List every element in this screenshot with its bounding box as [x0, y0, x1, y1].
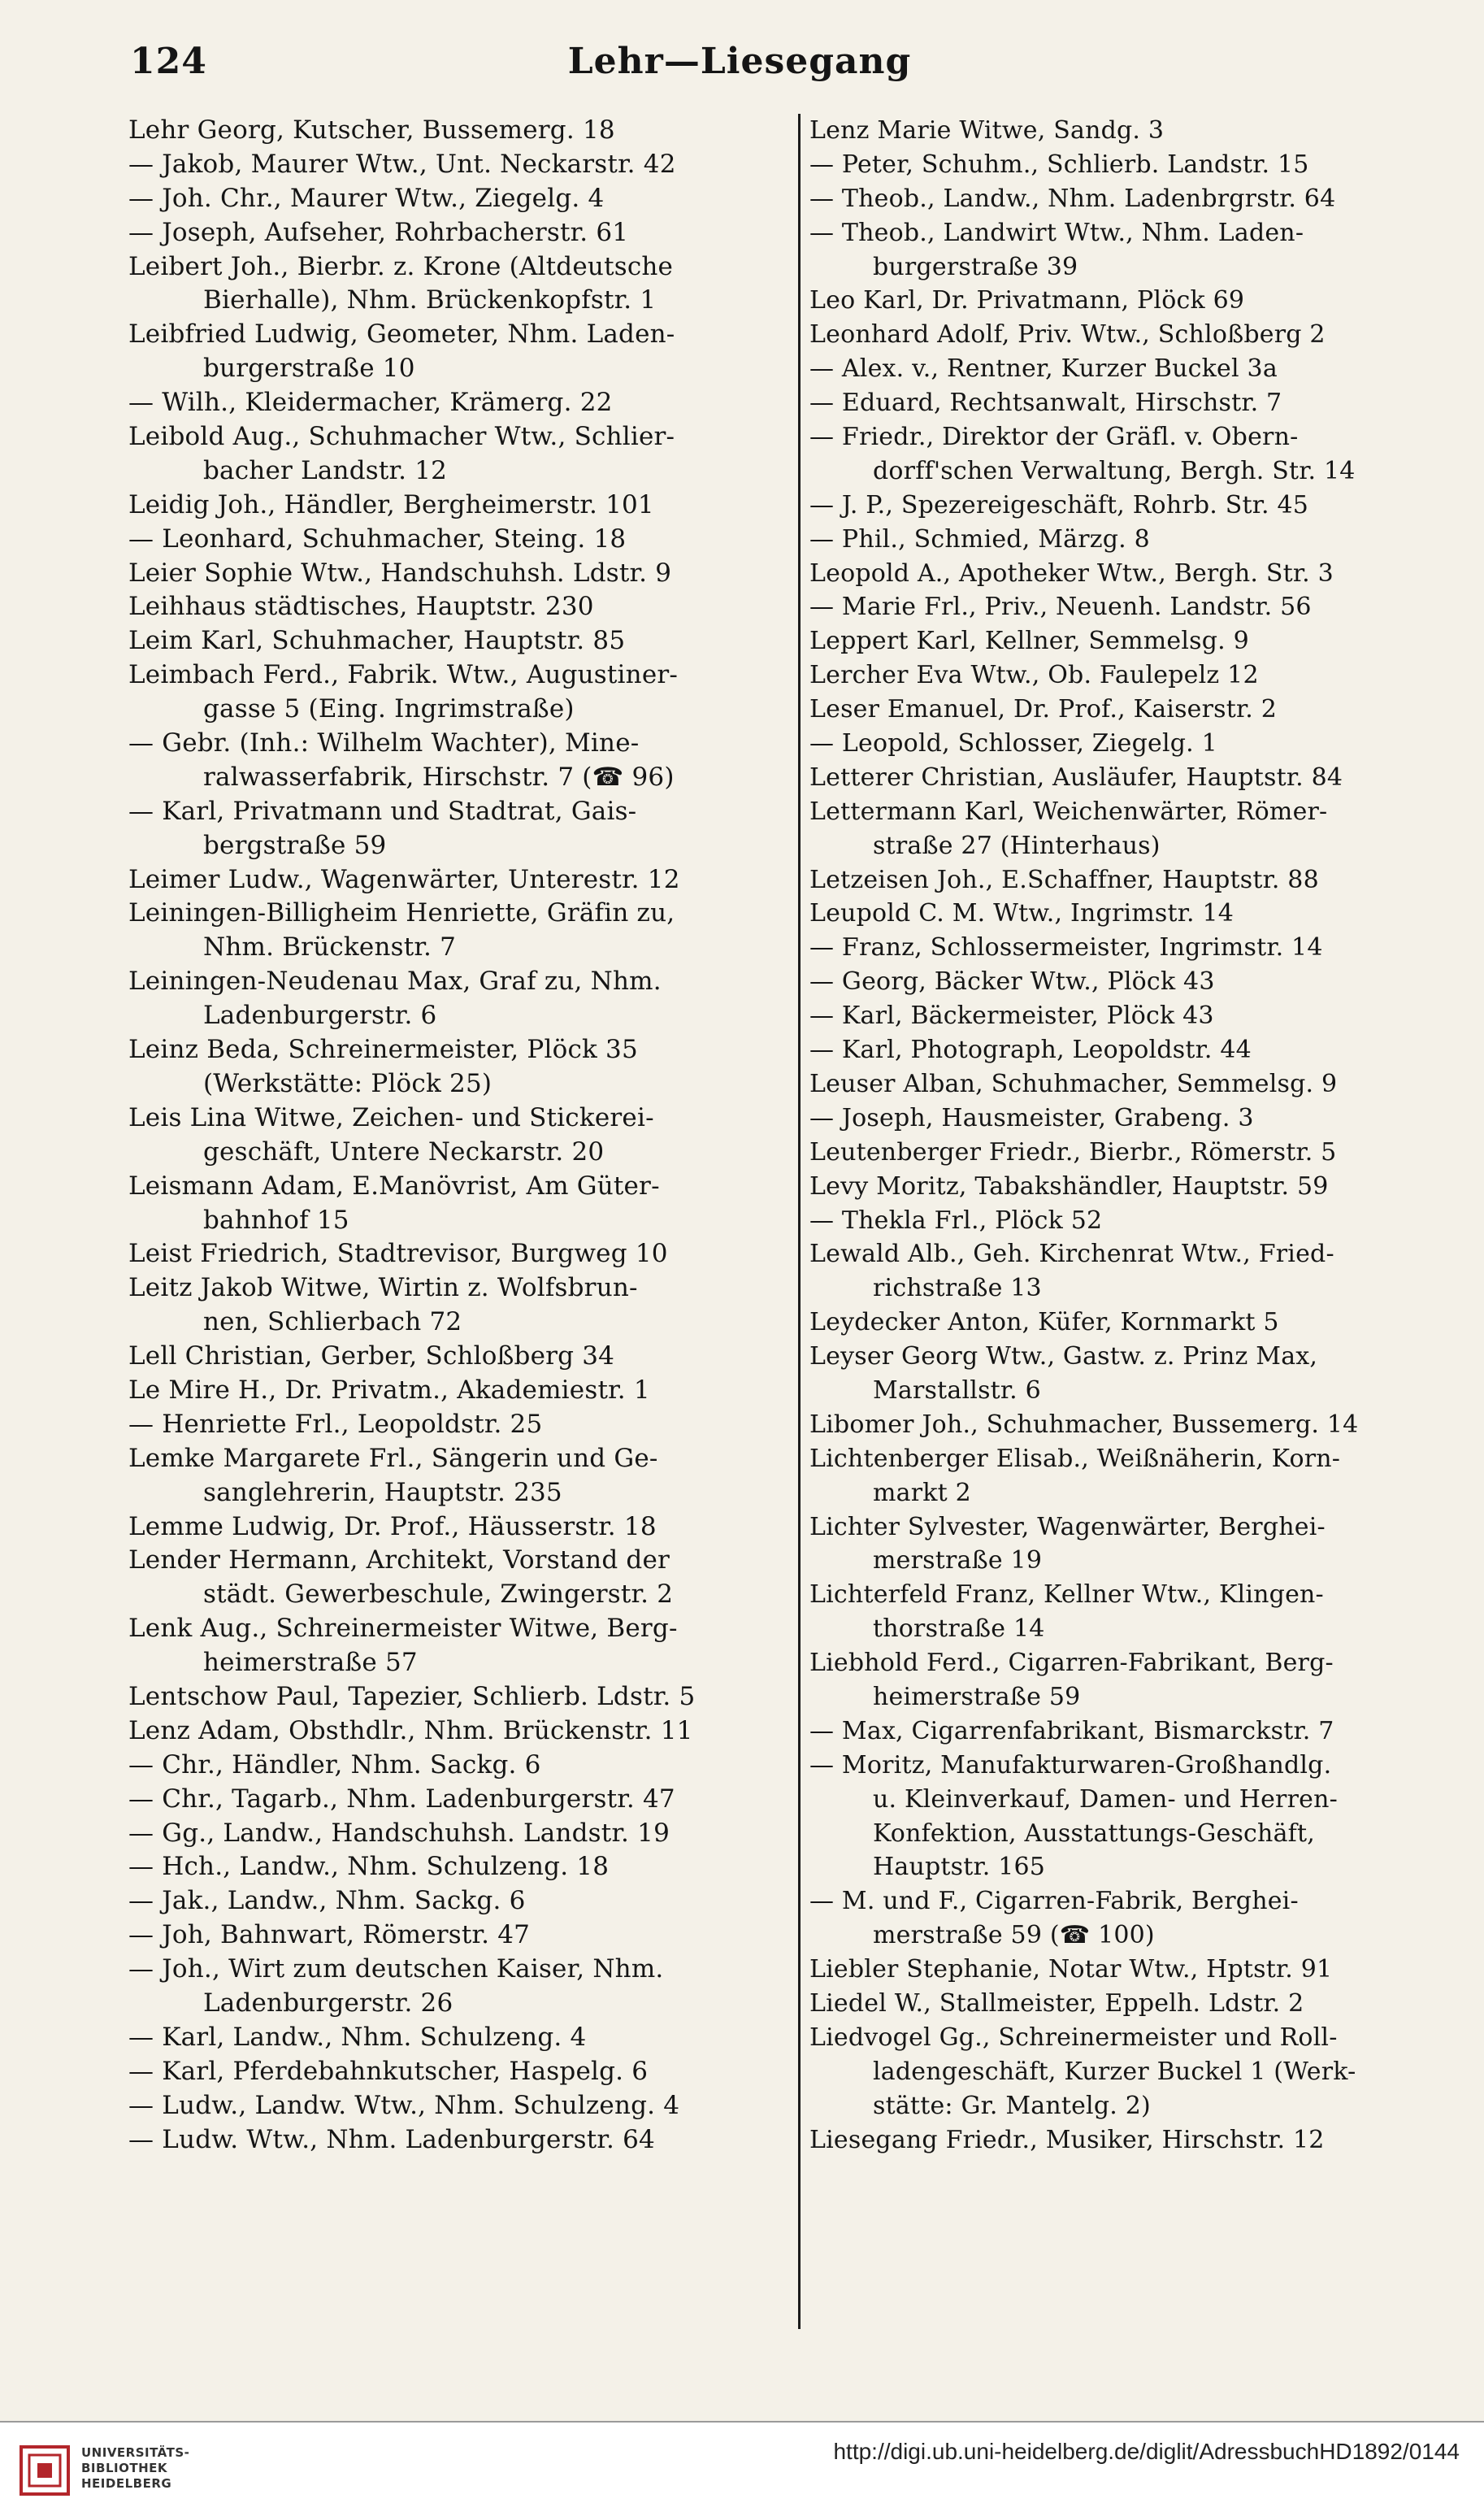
right-entry-line: Leyser Georg Wtw., Gastw. z. Prinz Max,	[809, 1342, 1318, 1371]
right-entry-line: Liedvogel Gg., Schreinermeister und Roll-	[809, 2023, 1338, 2052]
right-entry-line: Leser Emanuel, Dr. Prof., Kaiserstr. 2	[809, 695, 1278, 724]
right-entry-line: Leutenberger Friedr., Bierbr., Römerstr. 5	[809, 1137, 1337, 1167]
right-entry-line: Letterer Christian, Ausläufer, Hauptstr. 84	[809, 763, 1343, 792]
left-entry-line: Leim Karl, Schuhmacher, Hauptstr. 85	[128, 626, 626, 656]
right-entry-line: dorff'schen Verwaltung, Bergh. Str. 14	[873, 456, 1356, 485]
left-entry-line: — Karl, Landw., Nhm. Schulzeng. 4	[128, 2022, 587, 2052]
left-entry-line: Leis Lina Witwe, Zeichen- und Stickerei-	[128, 1102, 654, 1132]
right-entry-line: — Franz, Schlossermeister, Ingrimstr. 14	[809, 933, 1323, 963]
left-entry-line: bahnhof 15	[203, 1205, 349, 1235]
right-entry-line: Liedel W., Stallmeister, Eppelh. Ldstr. 2	[809, 1988, 1304, 2018]
right-entry-line: — Leopold, Schlosser, Ziegelg. 1	[809, 729, 1217, 758]
left-entry-line: Ladenburgerstr. 26	[203, 1988, 453, 2018]
left-entry-line: sanglehrerin, Hauptstr. 235	[203, 1477, 562, 1507]
right-entry-line: Lichterfeld Franz, Kellner Wtw., Klingen-	[809, 1580, 1324, 1610]
left-entry-line: Lenk Aug., Schreinermeister Witwe, Berg-	[128, 1614, 678, 1644]
left-entry-line: Leier Sophie Wtw., Handschuhsh. Ldstr. 9	[128, 558, 672, 588]
right-entry-line: — Phil., Schmied, Märzg. 8	[809, 524, 1150, 554]
right-entry-line: Lewald Alb., Geh. Kirchenrat Wtw., Fried-	[809, 1240, 1334, 1269]
left-entry-line: heimerstraße 57	[203, 1648, 418, 1678]
left-entry-line: Nhm. Brückenstr. 7	[203, 932, 457, 963]
left-entry-line: ralwasserfabrik, Hirschstr. 7 (☎ 96)	[203, 762, 675, 792]
right-entry-line: ladengeschäft, Kurzer Buckel 1 (Werk-	[873, 2057, 1356, 2086]
left-entry-line: Bierhalle), Nhm. Brückenkopfstr. 1	[203, 285, 657, 315]
left-entry-line: Leidig Joh., Händler, Bergheimerstr. 101	[128, 489, 654, 519]
left-entry-line: Leiningen-Neudenau Max, Graf zu, Nhm.	[128, 967, 662, 997]
right-entry-line: Levy Moritz, Tabakshändler, Hauptstr. 59	[809, 1171, 1329, 1201]
left-column	[128, 114, 795, 2329]
left-entry-line: — Chr., Händler, Nhm. Sackg. 6	[128, 1749, 541, 1779]
right-entry-line: Lenz Marie Witwe, Sandg. 3	[809, 116, 1165, 145]
left-entry-line: — Karl, Pferdebahnkutscher, Haspelg. 6	[128, 2056, 649, 2086]
left-entry-line: nen, Schlierbach 72	[203, 1307, 462, 1337]
left-entry-line: Ladenburgerstr. 6	[203, 1001, 437, 1031]
source-url-link[interactable]: http://digi.ub.uni-heidelberg.de/diglit/AdressbuchHD1892/0144	[833, 2439, 1460, 2464]
right-entry-line: u. Kleinverkauf, Damen- und Herren-	[873, 1784, 1338, 1814]
left-entry-line: Lehr Georg, Kutscher, Bussemerg. 18	[128, 115, 615, 145]
right-entry-line: Leuser Alban, Schuhmacher, Semmelsg. 9	[809, 1069, 1338, 1098]
left-entry-line: Leibold Aug., Schuhmacher Wtw., Schlier-	[128, 422, 675, 452]
left-entry-line: Lell Christian, Gerber, Schloßberg 34	[128, 1341, 615, 1371]
left-entry-line: Leist Friedrich, Stadtrevisor, Burgweg 10	[128, 1239, 668, 1269]
right-entry-line: Lichter Sylvester, Wagenwärter, Berghei-	[809, 1512, 1326, 1541]
page-number: 124	[130, 41, 207, 82]
left-entry-line: bergstraße 59	[203, 830, 387, 860]
left-entry-line: Leimbach Ferd., Fabrik. Wtw., Augustiner-	[128, 660, 679, 690]
right-entry-line: stätte: Gr. Mantelg. 2)	[873, 2091, 1151, 2120]
right-entry-list	[809, 114, 1390, 2157]
right-entry-line: Leopold A., Apotheker Wtw., Bergh. Str. 3	[809, 558, 1334, 588]
right-entry-line: Leonhard Adolf, Priv. Wtw., Schloßberg 2	[809, 320, 1326, 350]
left-entry-line: — Henriette Frl., Leopoldstr. 25	[128, 1409, 543, 1439]
left-entry-line: — Joh. Chr., Maurer Wtw., Ziegelg. 4	[128, 183, 605, 213]
left-entry-line: — Ludw., Landw. Wtw., Nhm. Schulzeng. 4	[128, 2090, 680, 2120]
left-entry-line: — Ludw. Wtw., Nhm. Ladenburgerstr. 64	[128, 2124, 655, 2154]
right-entry-line: — Thekla Frl., Plöck 52	[809, 1206, 1103, 1235]
left-entry-line: — Gebr. (Inh.: Wilhelm Wachter), Mine-	[128, 728, 640, 758]
left-entry-line: — Karl, Privatmann und Stadtrat, Gais-	[128, 796, 637, 826]
left-entry-line: Leiningen-Billigheim Henriette, Gräfin zu,	[128, 898, 675, 928]
left-entry-list	[128, 114, 795, 2157]
left-entry-line: Leitz Jakob Witwe, Wirtin z. Wolfsbrun-	[128, 1273, 638, 1303]
right-entry-line: — Alex. v., Rentner, Kurzer Buckel 3a	[809, 354, 1278, 384]
right-entry-line: — Moritz, Manufakturwaren-Großhandlg.	[809, 1750, 1332, 1779]
left-entry-line: — Chr., Tagarb., Nhm. Ladenburgerstr. 47	[128, 1784, 675, 1814]
left-entry-line: Leibfried Ludwig, Geometer, Nhm. Laden-	[128, 319, 675, 350]
left-entry-line: geschäft, Untere Neckarstr. 20	[203, 1136, 605, 1167]
left-entry-line: — Joh., Wirt zum deutschen Kaiser, Nhm.	[128, 1954, 664, 1984]
left-entry-line: städt. Gewerbeschule, Zwingerstr. 2	[203, 1580, 674, 1610]
right-entry-line: Lichtenberger Elisab., Weißnäherin, Korn-	[809, 1444, 1341, 1473]
right-entry-line: — Theob., Landw., Nhm. Ladenbrgrstr. 64	[809, 184, 1336, 213]
left-entry-line: gasse 5 (Eing. Ingrimstraße)	[203, 694, 575, 724]
right-entry-line: richstraße 13	[873, 1274, 1042, 1303]
library-logo[interactable]	[18, 2440, 205, 2497]
running-head: Lehr—Liesegang	[567, 41, 912, 82]
column-divider	[798, 114, 801, 2329]
right-entry-line: — J. P., Spezereigeschäft, Rohrb. Str. 45	[809, 490, 1309, 519]
left-entry-line: (Werkstätte: Plöck 25)	[203, 1068, 492, 1098]
right-entry-line: straße 27 (Hinterhaus)	[873, 831, 1161, 860]
library-logo-text: UNIVERSITÄTS- BIBLIOTHEK HEIDELBERG	[81, 2445, 190, 2491]
left-entry-line: Leismann Adam, E.Manövrist, Am Güter-	[128, 1171, 660, 1201]
right-entry-line: Marstallstr. 6	[873, 1375, 1041, 1405]
left-entry-line: — Leonhard, Schuhmacher, Steing. 18	[128, 524, 627, 554]
left-entry-line: — Jak., Landw., Nhm. Sackg. 6	[128, 1886, 526, 1916]
right-entry-line: Lettermann Karl, Weichenwärter, Römer-	[809, 797, 1328, 826]
right-entry-line: Liebler Stephanie, Notar Wtw., Hptstr. 91	[809, 1955, 1333, 1984]
page-footer	[0, 2423, 1484, 2516]
right-entry-line: Liebhold Ferd., Cigarren-Fabrikant, Berg-	[809, 1649, 1334, 1678]
left-entry-line: Lemke Margarete Frl., Sängerin und Ge-	[128, 1443, 658, 1473]
right-entry-line: — Georg, Bäcker Wtw., Plöck 43	[809, 967, 1215, 997]
left-entry-line: Leibert Joh., Bierbr. z. Krone (Altdeutsche	[128, 251, 674, 281]
directory-columns	[128, 114, 1390, 2329]
right-column	[809, 114, 1390, 2329]
left-entry-line: — Wilh., Kleidermacher, Krämerg. 22	[128, 388, 613, 418]
left-entry-line: — Jakob, Maurer Wtw., Unt. Neckarstr. 42	[128, 149, 676, 179]
right-entry-line: heimerstraße 59	[873, 1682, 1081, 1711]
right-entry-line: Libomer Joh., Schuhmacher, Bussemerg. 14	[809, 1410, 1359, 1439]
left-entry-line: Le Mire H., Dr. Privatm., Akademiestr. 1	[128, 1375, 650, 1405]
left-entry-line: Lenz Adam, Obsthdlr., Nhm. Brückenstr. 11	[128, 1715, 693, 1745]
right-entry-line: — M. und F., Cigarren-Fabrik, Berghei-	[809, 1887, 1299, 1916]
left-entry-line: bacher Landstr. 12	[203, 455, 448, 485]
right-entry-line: — Eduard, Rechtsanwalt, Hirschstr. 7	[809, 389, 1282, 418]
right-entry-line: — Marie Frl., Priv., Neuenh. Landstr. 56	[809, 593, 1312, 622]
left-entry-line: Leinz Beda, Schreinermeister, Plöck 35	[128, 1035, 638, 1065]
right-entry-line: thorstraße 14	[873, 1614, 1045, 1644]
page-header	[130, 36, 1349, 101]
right-entry-line: markt 2	[873, 1478, 971, 1507]
right-entry-line: Lercher Eva Wtw., Ob. Faulepelz 12	[809, 661, 1259, 690]
right-entry-line: — Karl, Bäckermeister, Plöck 43	[809, 1002, 1214, 1031]
right-entry-line: — Theob., Landwirt Wtw., Nhm. Laden-	[809, 218, 1304, 247]
left-entry-line: — Gg., Landw., Handschuhsh. Landstr. 19	[128, 1818, 670, 1848]
right-entry-line: Leo Karl, Dr. Privatmann, Plöck 69	[809, 286, 1245, 315]
right-entry-line: Leupold C. M. Wtw., Ingrimstr. 14	[809, 899, 1234, 928]
left-entry-line: Lentschow Paul, Tapezier, Schlierb. Ldstr. 5	[128, 1681, 696, 1711]
library-logo-icon	[18, 2444, 72, 2497]
right-entry-line: Hauptstr. 165	[873, 1853, 1046, 1882]
right-entry-line: Letzeisen Joh., E.Schaffner, Hauptstr. 88	[809, 865, 1319, 894]
right-entry-line: — Peter, Schuhm., Schlierb. Landstr. 15	[809, 150, 1309, 179]
right-entry-line: Leppert Karl, Kellner, Semmelsg. 9	[809, 627, 1249, 656]
right-entry-line: — Joseph, Hausmeister, Grabeng. 3	[809, 1103, 1254, 1132]
right-entry-line: Leydecker Anton, Küfer, Kornmarkt 5	[809, 1308, 1279, 1337]
left-entry-line: — Hch., Landw., Nhm. Schulzeng. 18	[128, 1852, 610, 1882]
right-entry-line: — Friedr., Direktor der Gräfl. v. Obern-	[809, 423, 1299, 452]
left-entry-line: Leihhaus städtisches, Hauptstr. 230	[128, 592, 594, 622]
right-entry-line: — Max, Cigarrenfabrikant, Bismarckstr. 7	[809, 1716, 1334, 1745]
right-entry-line: merstraße 59 (☎ 100)	[873, 1921, 1155, 1950]
right-entry-line: — Karl, Photograph, Leopoldstr. 44	[809, 1036, 1252, 1065]
left-entry-line: burgerstraße 10	[203, 354, 415, 384]
right-entry-line: merstraße 19	[873, 1546, 1043, 1575]
right-entry-line: Liesegang Friedr., Musiker, Hirschstr. 12	[809, 2125, 1325, 2154]
left-entry-line: Lemme Ludwig, Dr. Prof., Häusserstr. 18	[128, 1511, 657, 1541]
left-entry-line: — Joseph, Aufseher, Rohrbacherstr. 61	[128, 217, 629, 247]
left-entry-line: — Joh, Bahnwart, Römerstr. 47	[128, 1920, 531, 1950]
right-entry-line: Konfektion, Ausstattungs-Geschäft,	[873, 1819, 1315, 1848]
left-entry-line: Leimer Ludw., Wagenwärter, Unterestr. 12	[128, 864, 680, 894]
left-entry-line: Lender Hermann, Architekt, Vorstand der	[128, 1545, 670, 1575]
right-entry-line: burgerstraße 39	[873, 252, 1078, 281]
